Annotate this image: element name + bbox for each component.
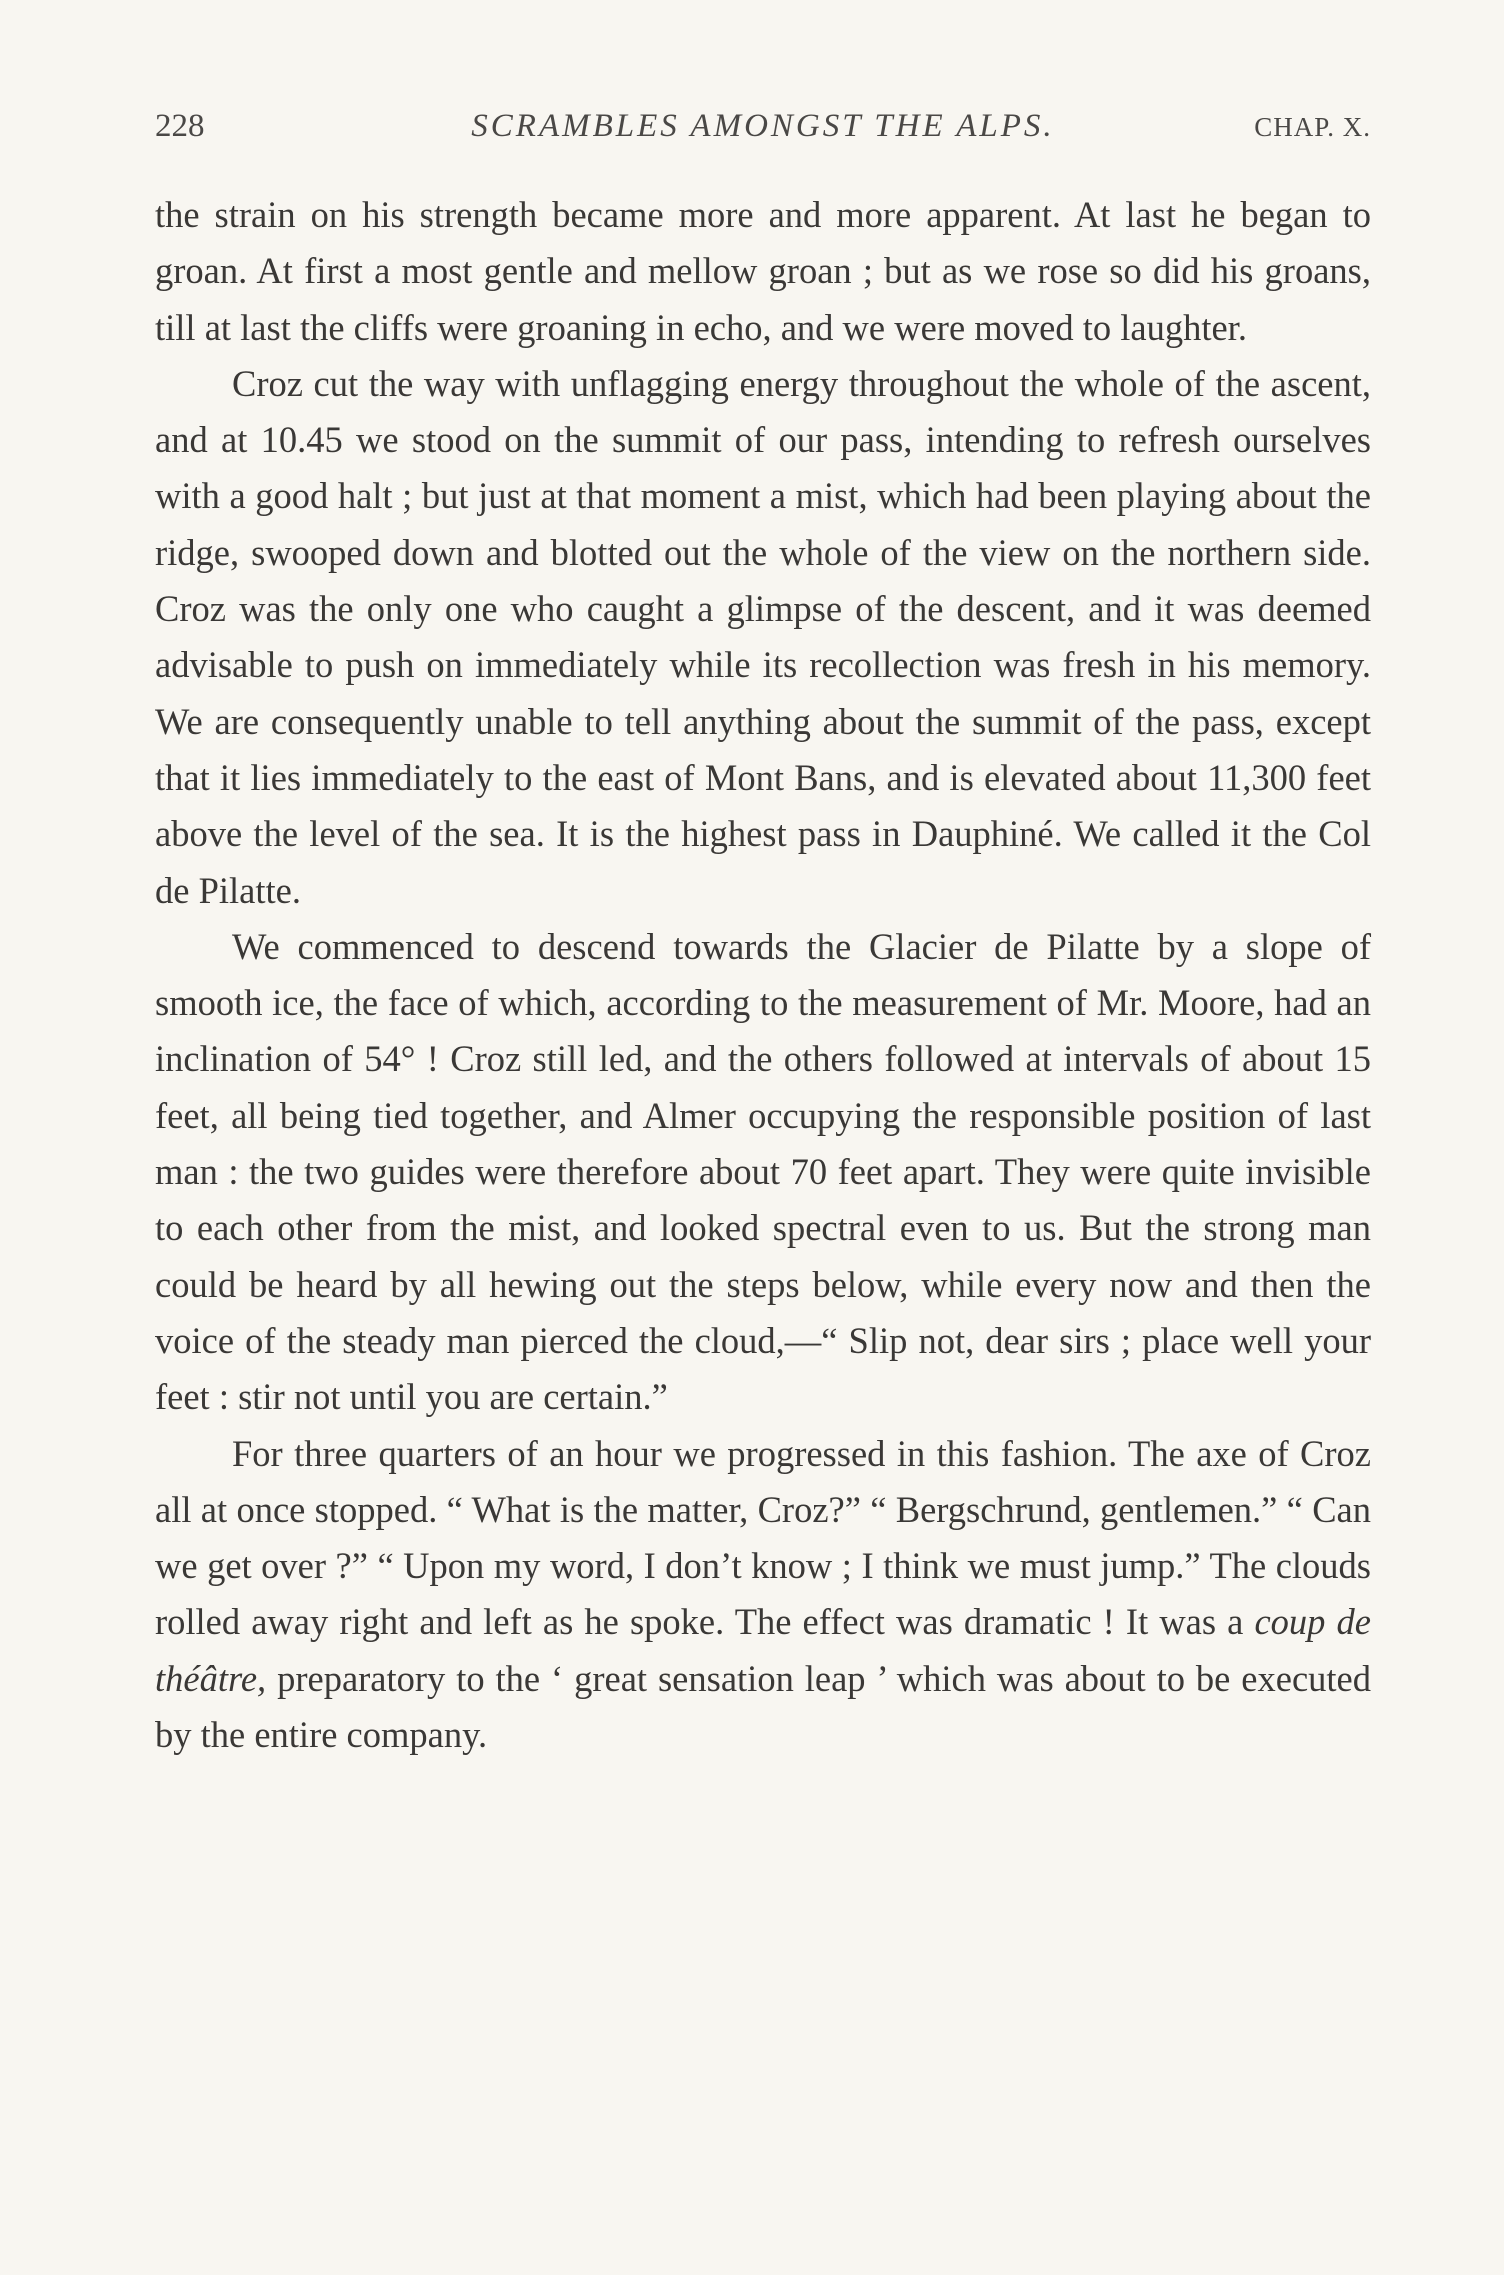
paragraph-1: the strain on his strength became more and more apparent. At last he began to groan. At first a most gentle and mellow groan ; but as we rose so did his groans, till at last the cliffs were groaning in echo, and we were moved to laughter. [155,194,1371,348]
paragraph-2: Croz cut the way with unflagging energy throughout the whole of the ascent, and at 10.45 we stood on the summit of our pass, intending to refresh ourselves with a good halt ; but just at that moment a mist, which had been playing about the ridge, swooped down and blotted out the whole of the view on the northern side. Croz was the only one who caught a glimpse of the descent, and it was deemed advisable to push on immediately while its recollection was fresh in his memory. We are consequently unable to tell anything about the summit of the pass, except that it lies immediately to the east of Mont Bans, and is elevated about 11,300 feet above the level of the sea. It is the highest pass in Dauphiné. We called it the Col de Pilatte. [155,362,1371,911]
paragraph-3: We commenced to descend towards the Glacier de Pilatte by a slope of smooth ice, the face of which, according to the measurement of Mr. Moore, had an inclination of 54° ! Croz still led, and the others followed at intervals of about 15 feet, all being tied together, and Almer occupying the responsible position of last man : the two guides were therefore about 70 feet apart. They were quite invisible to each other from the mist, and looked spectral even to us. But the strong man could be heard by all hewing out the steps below, while every now and then the voice of the steady man pierced the cloud,—“ Slip not, dear sirs ; place well your feet : stir not until you are certain.” [155,925,1371,1418]
body-text [155,187,1371,1763]
paragraph-4 [155,1426,1371,1764]
chapter-label: CHAP. X. [1254,112,1371,142]
paragraph-4-italic-phrase: coup de théâtre, [155,1601,1371,1699]
running-head [155,108,1371,148]
running-title: SCRAMBLES AMONGST THE ALPS. [471,108,1055,144]
paragraph-4-text-start: For three quarters of an hour we progressed in this fashion. The axe of Croz all at once stopped. “ What is the matter, Croz?” “ Bergschrund, gentlemen.” “ Can we get over ?” “ Upon my word, I don’t know ; I think we must jump.” The clouds rolled away right and left as he spoke. The effect was dramatic ! It was a [155,1432,1371,1643]
page-number: 228 [155,108,205,144]
paragraph-4-text-end: preparatory to the ‘ great sensation leap ’ which was about to be executed by the entire company. [155,1657,1371,1756]
